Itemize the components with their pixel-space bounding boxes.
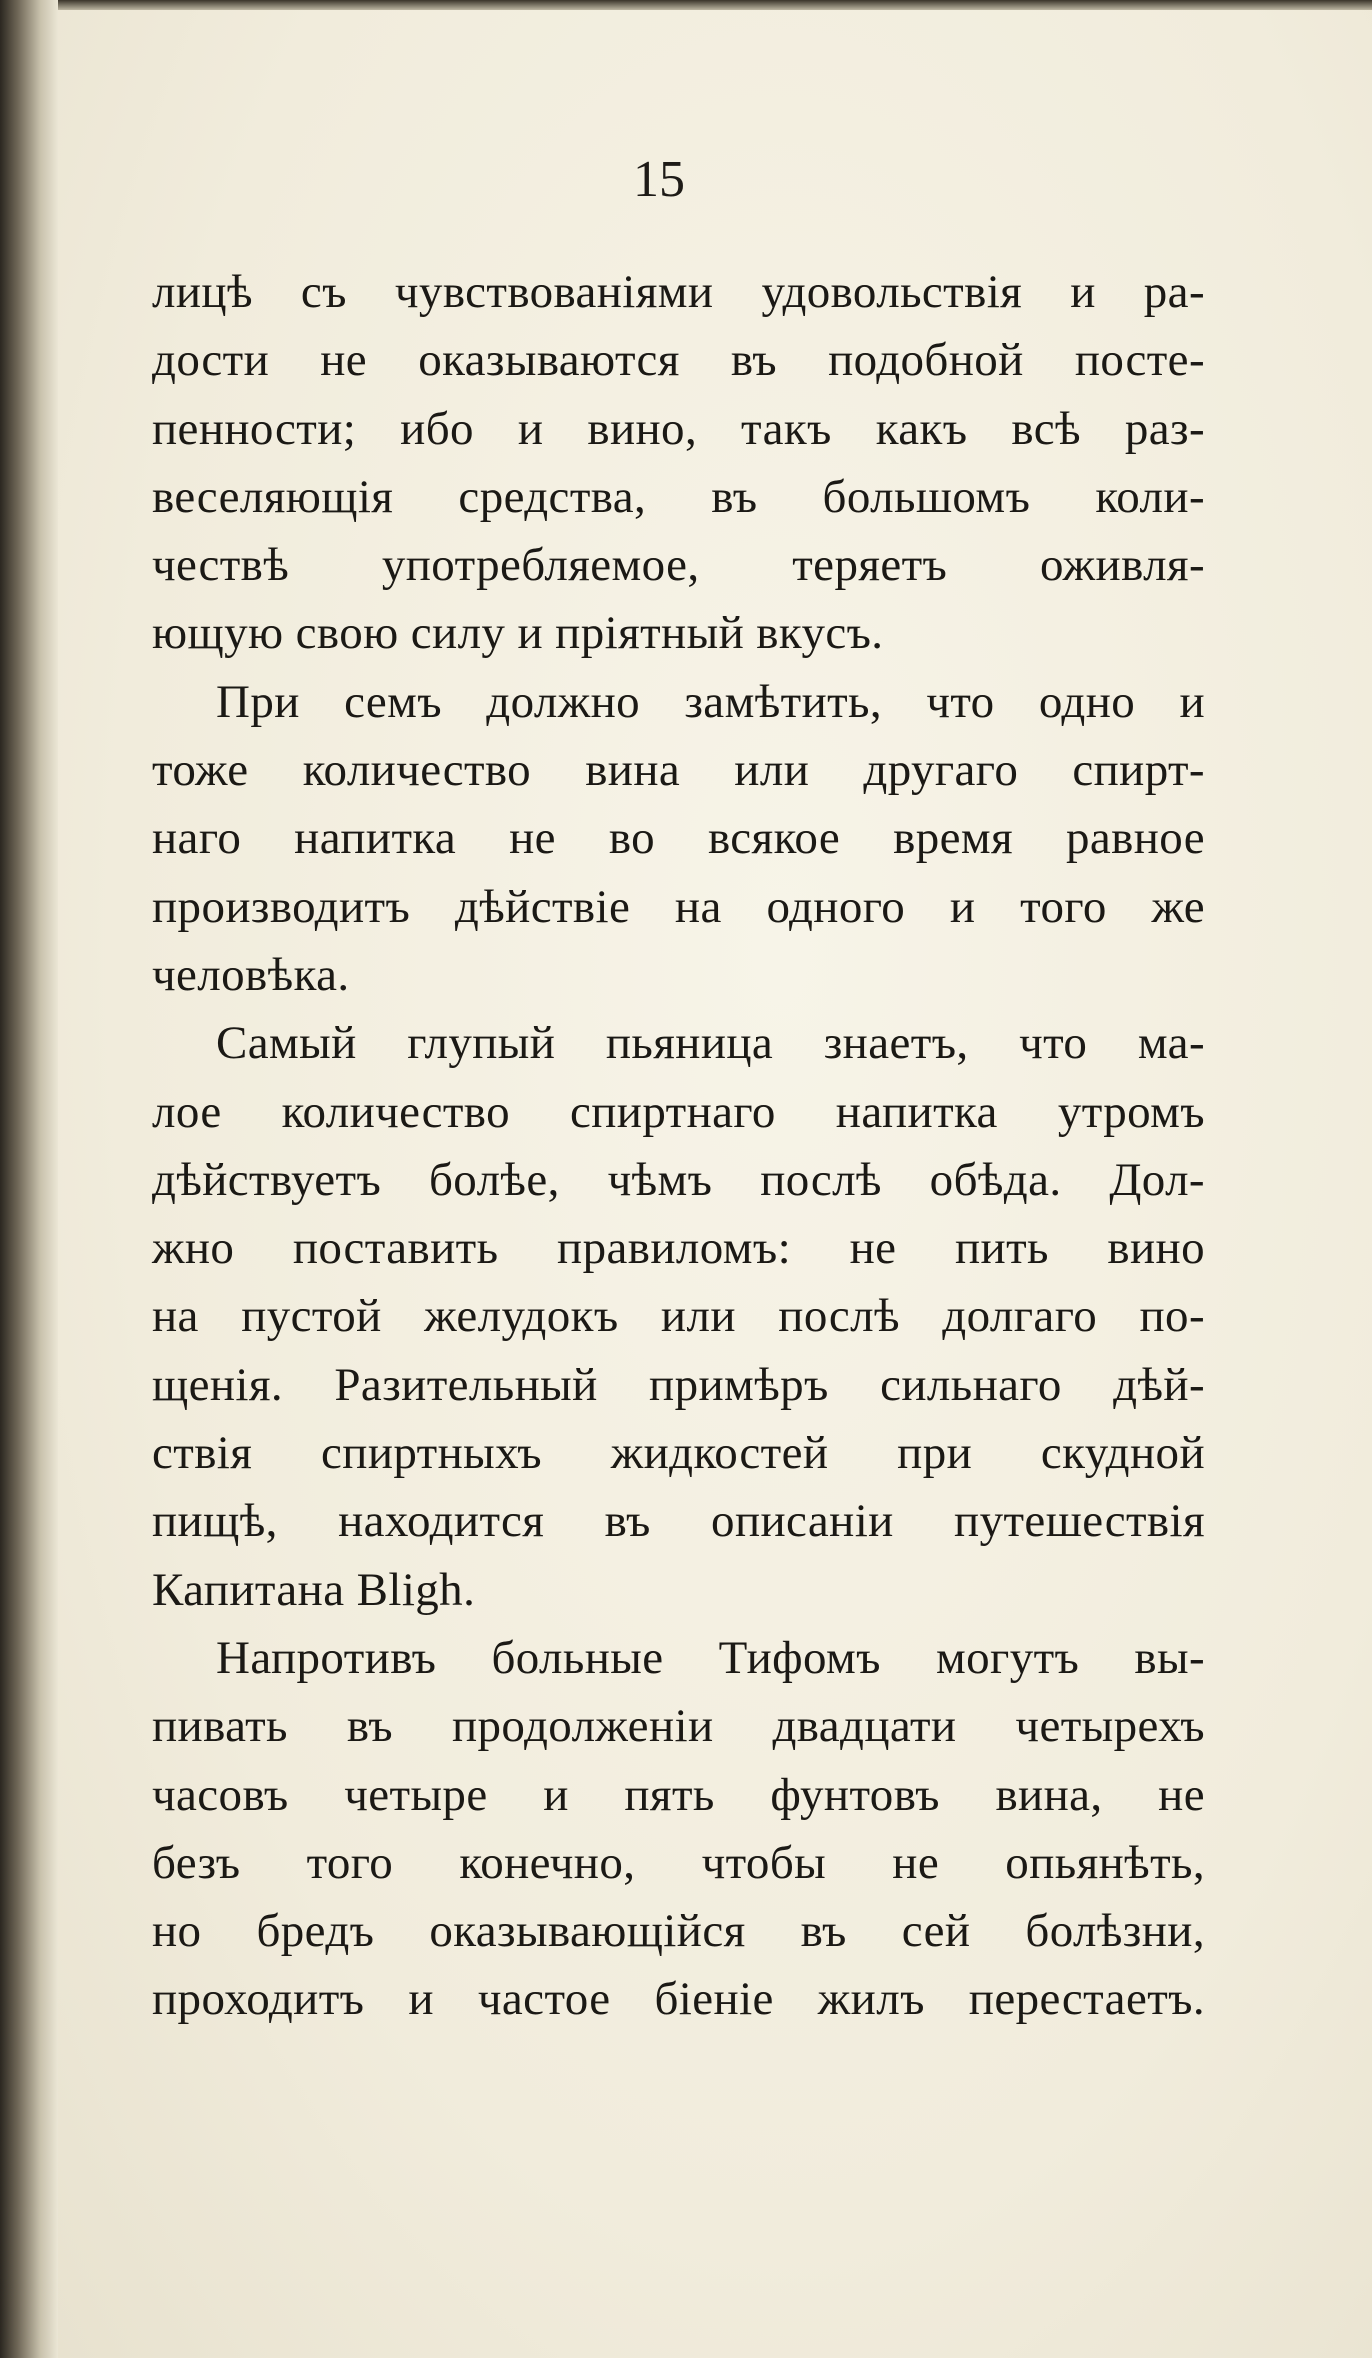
- page-number: 15: [633, 151, 685, 208]
- text-line: дости не оказываются въ подобной посте-: [152, 334, 1205, 387]
- text-line: безъ того конечно, чтобы не опьянѣть,: [152, 1836, 1205, 1889]
- text-line: веселяющія средства, въ большомъ коли-: [152, 470, 1205, 523]
- text-line: пенности; ибо и вино, такъ какъ всѣ раз-: [152, 402, 1205, 455]
- text-line: жно поставить правиломъ: не пить вино: [152, 1222, 1205, 1275]
- page-top-edge: [0, 0, 1372, 10]
- text-line: щенія. Разительный примѣръ сильнаго дѣй-: [152, 1358, 1205, 1411]
- paragraph-start-line: Напротивъ больные Тифомъ могутъ вы-: [216, 1631, 1205, 1684]
- text-line: проходитъ и частое біеніе жилъ перестаетъ.: [152, 1973, 1205, 2026]
- text-line: тоже количество вина или другаго спирт-: [152, 744, 1205, 797]
- paragraph-start-line: При семъ должно замѣтить, что одно и: [216, 675, 1205, 728]
- text-line: человѣка.: [152, 948, 350, 1001]
- text-line: лицѣ съ чувствованіями удовольствія и ра-: [152, 266, 1205, 318]
- text-line: Капитана Bligh.: [152, 1563, 476, 1616]
- text-line: производитъ дѣйствіе на одного и того же: [152, 880, 1205, 933]
- text-line: наго напитка не во всякое время равное: [152, 812, 1205, 865]
- text-line: ющую свою силу и пріятный вкусъ.: [152, 607, 884, 660]
- text-line: чествѣ употребляемое, теряетъ оживля-: [152, 539, 1205, 592]
- body-text: [152, 258, 1205, 2034]
- text-line: на пустой желудокъ или послѣ долгаго по-: [152, 1290, 1205, 1343]
- book-spine-shadow: [0, 0, 58, 2358]
- text-line: но бредъ оказывающійся въ сей болѣзни,: [152, 1905, 1205, 1958]
- text-line: дѣйствуетъ болѣе, чѣмъ послѣ обѣда. Дол-: [152, 1153, 1205, 1206]
- text-line: пивать въ продолженіи двадцати четырехъ: [152, 1700, 1205, 1753]
- text-line: ствія спиртныхъ жидкостей при скудной: [152, 1427, 1205, 1480]
- paragraph-start-line: Самый глупый пьяница знаетъ, что ма-: [216, 1017, 1205, 1070]
- text-line: пищѣ, находится въ описаніи путешествія: [152, 1495, 1205, 1548]
- text-line: часовъ четыре и пять фунтовъ вина, не: [152, 1768, 1205, 1821]
- text-line: лое количество спиртнаго напитка утромъ: [152, 1085, 1205, 1138]
